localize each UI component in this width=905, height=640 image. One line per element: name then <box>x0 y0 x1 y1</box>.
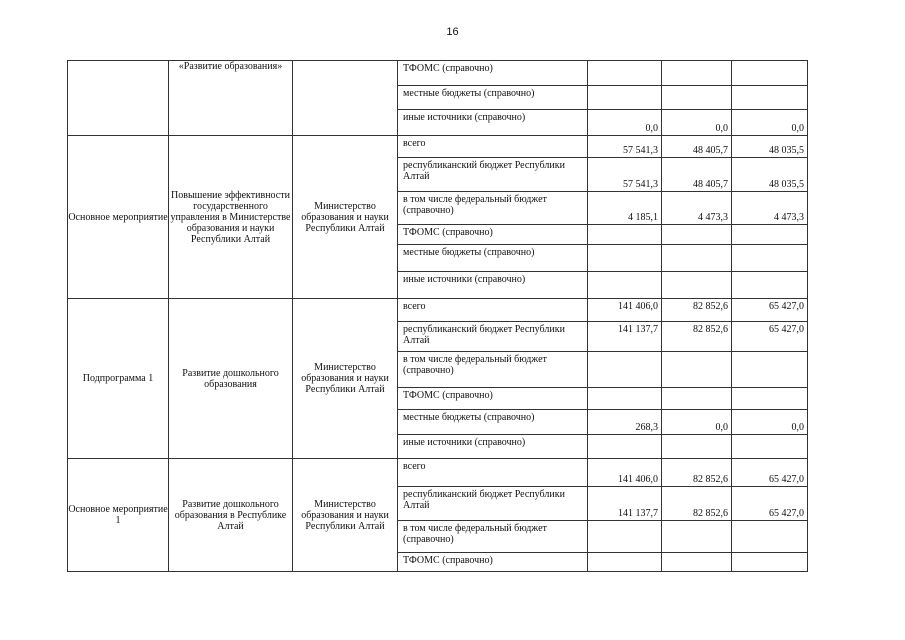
value-cell <box>732 86 808 110</box>
value-cell <box>588 86 662 110</box>
value-cell <box>662 225 732 245</box>
value-cell: 4 185,1 <box>588 192 662 225</box>
value-cell <box>588 521 662 553</box>
source-cell: иные источники (справочно) <box>398 110 588 136</box>
budget-table <box>67 60 808 572</box>
value-cell <box>662 521 732 553</box>
source-cell: ТФОМС (справочно) <box>398 388 588 410</box>
value-cell: 48 405,7 <box>662 136 732 158</box>
source-cell: в том числе федеральный бюджет (справочно) <box>398 192 588 225</box>
value-cell <box>662 435 732 459</box>
source-cell: ТФОМС (справочно) <box>398 61 588 86</box>
value-cell <box>588 435 662 459</box>
value-cell: 82 852,6 <box>662 299 732 322</box>
executor-cell <box>293 61 398 136</box>
value-cell: 65 427,0 <box>732 487 808 521</box>
source-cell: в том числе федеральный бюджет (справочно) <box>398 521 588 553</box>
source-cell: всего <box>398 136 588 158</box>
title-cell: Развитие дошкольного образования в Республике Алтай <box>169 459 293 572</box>
page-number: 16 <box>446 26 459 38</box>
table-row <box>68 61 808 86</box>
value-cell <box>588 245 662 272</box>
table-row <box>68 299 808 322</box>
value-cell <box>662 245 732 272</box>
title-cell: Развитие дошкольного образования <box>169 299 293 459</box>
source-cell: местные бюджеты (справочно) <box>398 86 588 110</box>
value-cell <box>662 272 732 299</box>
source-cell: в том числе федеральный бюджет (справочно) <box>398 352 588 388</box>
value-cell: 82 852,6 <box>662 322 732 352</box>
value-cell <box>588 272 662 299</box>
kind-cell: Основное мероприятие 1 <box>68 459 169 572</box>
value-cell: 0,0 <box>662 110 732 136</box>
value-cell: 48 035,5 <box>732 136 808 158</box>
value-cell: 141 137,7 <box>588 487 662 521</box>
value-cell: 0,0 <box>732 110 808 136</box>
value-cell <box>662 388 732 410</box>
value-cell <box>732 388 808 410</box>
value-cell <box>588 553 662 572</box>
value-cell <box>662 352 732 388</box>
source-cell: республиканский бюджет Республики Алтай <box>398 322 588 352</box>
title-cell: Повышение эффективности государственного управления в Министерстве образования и науки Республики Алтай <box>169 136 293 299</box>
value-cell: 0,0 <box>732 410 808 435</box>
executor-cell: Министерство образования и науки Республики Алтай <box>293 299 398 459</box>
table-row <box>68 459 808 487</box>
value-cell <box>662 553 732 572</box>
value-cell <box>732 352 808 388</box>
source-cell: местные бюджеты (справочно) <box>398 245 588 272</box>
value-cell: 0,0 <box>662 410 732 435</box>
table-row <box>68 136 808 158</box>
kind-cell: Подпрограмма 1 <box>68 299 169 459</box>
source-cell: республиканский бюджет Республики Алтай <box>398 487 588 521</box>
value-cell <box>732 245 808 272</box>
source-cell: ТФОМС (справочно) <box>398 225 588 245</box>
executor-cell: Министерство образования и науки Республики Алтай <box>293 459 398 572</box>
value-cell <box>732 435 808 459</box>
value-cell: 57 541,3 <box>588 136 662 158</box>
source-cell: ТФОМС (справочно) <box>398 553 588 572</box>
value-cell <box>662 61 732 86</box>
value-cell: 141 137,7 <box>588 322 662 352</box>
value-cell <box>588 388 662 410</box>
value-cell: 0,0 <box>588 110 662 136</box>
value-cell <box>732 61 808 86</box>
source-cell: республиканский бюджет Республики Алтай <box>398 158 588 192</box>
value-cell <box>662 86 732 110</box>
value-cell: 65 427,0 <box>732 459 808 487</box>
source-cell: всего <box>398 459 588 487</box>
value-cell <box>732 553 808 572</box>
title-cell: «Развитие образования» <box>169 61 293 136</box>
source-cell: иные источники (справочно) <box>398 272 588 299</box>
executor-cell: Министерство образования и науки Республики Алтай <box>293 136 398 299</box>
value-cell <box>732 521 808 553</box>
value-cell <box>588 352 662 388</box>
source-cell: иные источники (справочно) <box>398 435 588 459</box>
value-cell: 4 473,3 <box>662 192 732 225</box>
value-cell: 268,3 <box>588 410 662 435</box>
source-cell: местные бюджеты (справочно) <box>398 410 588 435</box>
value-cell <box>588 225 662 245</box>
value-cell <box>732 225 808 245</box>
value-cell: 141 406,0 <box>588 299 662 322</box>
value-cell: 82 852,6 <box>662 459 732 487</box>
value-cell: 141 406,0 <box>588 459 662 487</box>
value-cell <box>732 272 808 299</box>
kind-cell <box>68 61 169 136</box>
value-cell: 65 427,0 <box>732 322 808 352</box>
value-cell: 82 852,6 <box>662 487 732 521</box>
value-cell: 48 405,7 <box>662 158 732 192</box>
kind-cell: Основное мероприятие <box>68 136 169 299</box>
value-cell: 65 427,0 <box>732 299 808 322</box>
value-cell: 4 473,3 <box>732 192 808 225</box>
source-cell: всего <box>398 299 588 322</box>
value-cell: 57 541,3 <box>588 158 662 192</box>
value-cell <box>588 61 662 86</box>
value-cell: 48 035,5 <box>732 158 808 192</box>
